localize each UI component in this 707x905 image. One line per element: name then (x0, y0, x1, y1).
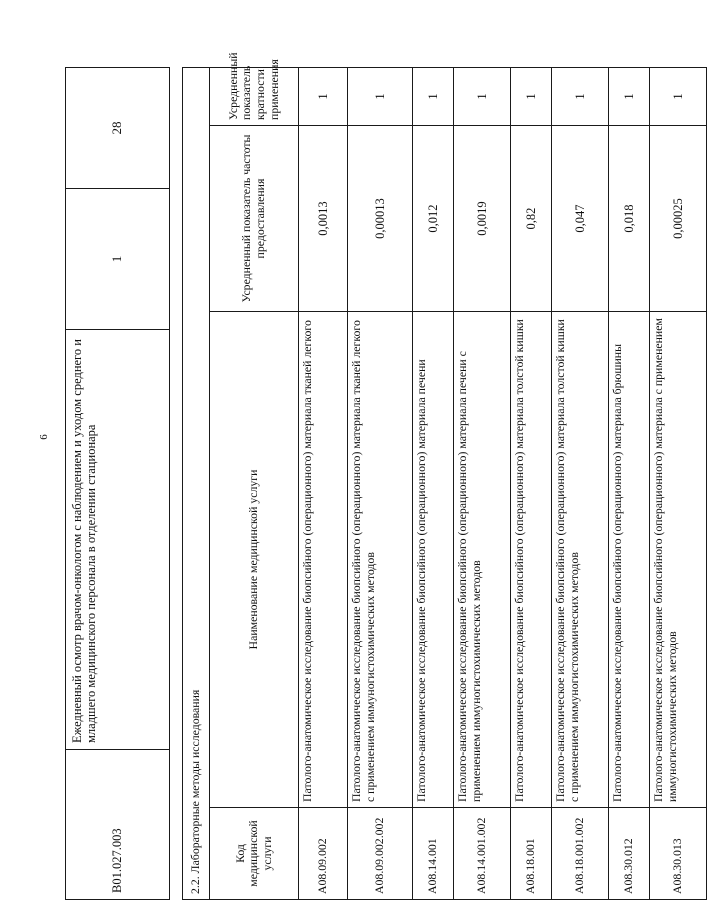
section-row (183, 67, 210, 899)
frequency-cell: 1 (66, 189, 170, 330)
service-code-cell: A08.09.002 (299, 808, 348, 900)
table-row (66, 68, 170, 900)
multiplicity-cell: 1 (348, 67, 413, 125)
multiplicity-cell: 1 (299, 67, 348, 125)
service-name-cell: Патолого-анатомическое исследование биопсийного (операционного) материала печени (413, 312, 454, 808)
table-row (650, 67, 707, 899)
service-name-cell: Патолого-анатомическое исследование биопсийного (операционного) материала тканей легкого с применением иммуногистохимических методов (348, 312, 413, 808)
page-number: 6 (38, 434, 50, 440)
rotated-page-content (65, 52, 685, 900)
header-name: Наименование медицинской услуги (210, 312, 299, 808)
header-frequency: Усредненный показатель частоты предоставления (210, 126, 299, 312)
laboratory-methods-table (182, 52, 707, 900)
frequency-cell: 0,00025 (650, 126, 707, 312)
service-name-cell: Патолого-анатомическое исследование биопсийного (операционного) материала толстой кишки (511, 312, 552, 808)
frequency-cell: 0,0019 (454, 126, 511, 312)
table-row (348, 67, 413, 899)
table-row (552, 67, 609, 899)
frequency-cell: 0,018 (609, 126, 650, 312)
service-name-cell: Патолого-анатомическое исследование биопсийного (операционного) материала толстой кишки с применением иммуногистохимических методов (552, 312, 609, 808)
frequency-cell: 0,0013 (299, 126, 348, 312)
service-name-cell: Патолого-анатомическое исследование биопсийного (операционного) материала с применением иммуногистохимических методов (650, 312, 707, 808)
frequency-cell: 0,00013 (348, 126, 413, 312)
service-code-cell: A08.30.012 (609, 808, 650, 900)
multiplicity-cell: 28 (66, 68, 170, 189)
header-row (210, 67, 299, 899)
multiplicity-cell: 1 (413, 67, 454, 125)
service-code-cell: A08.18.001.002 (552, 808, 609, 900)
multiplicity-cell: 1 (511, 67, 552, 125)
service-name-cell: Патолого-анатомическое исследование биопсийного (операционного) материала печени с применением иммуногистохимических методов (454, 312, 511, 808)
table-row (454, 67, 511, 899)
services-table-top (65, 67, 170, 900)
service-name-cell: Ежедневный осмотр врачом-онкологом с наблюдением и уходом среднего и младшего медицинского персонала в отделении стационара (66, 330, 170, 750)
table-row (413, 67, 454, 899)
table-row (609, 67, 650, 899)
service-code-cell: A08.14.001.002 (454, 808, 511, 900)
table-gap (170, 68, 182, 900)
multiplicity-cell: 1 (454, 67, 511, 125)
service-code-cell: A08.14.001 (413, 808, 454, 900)
service-code-cell: B01.027.003 (66, 750, 170, 900)
multiplicity-cell: 1 (552, 67, 609, 125)
service-name-cell: Патолого-анатомическое исследование биопсийного (операционного) материала тканей легкого (299, 312, 348, 808)
multiplicity-cell: 1 (609, 67, 650, 125)
service-code-cell: A08.30.013 (650, 808, 707, 900)
service-name-cell: Патолого-анатомическое исследование биопсийного (операционного) материала брюшины (609, 312, 650, 808)
frequency-cell: 0,047 (552, 126, 609, 312)
service-code-cell: A08.09.002.002 (348, 808, 413, 900)
header-code: Код медицинской услуги (210, 808, 299, 900)
multiplicity-cell: 1 (650, 67, 707, 125)
section-title: 2.2. Лабораторные методы исследования (183, 67, 210, 899)
frequency-cell: 0,012 (413, 126, 454, 312)
table-row (511, 67, 552, 899)
service-code-cell: A08.18.001 (511, 808, 552, 900)
table-row (299, 67, 348, 899)
header-multiplicity: Усредненный показатель кратности применения (210, 67, 299, 125)
frequency-cell: 0,82 (511, 126, 552, 312)
